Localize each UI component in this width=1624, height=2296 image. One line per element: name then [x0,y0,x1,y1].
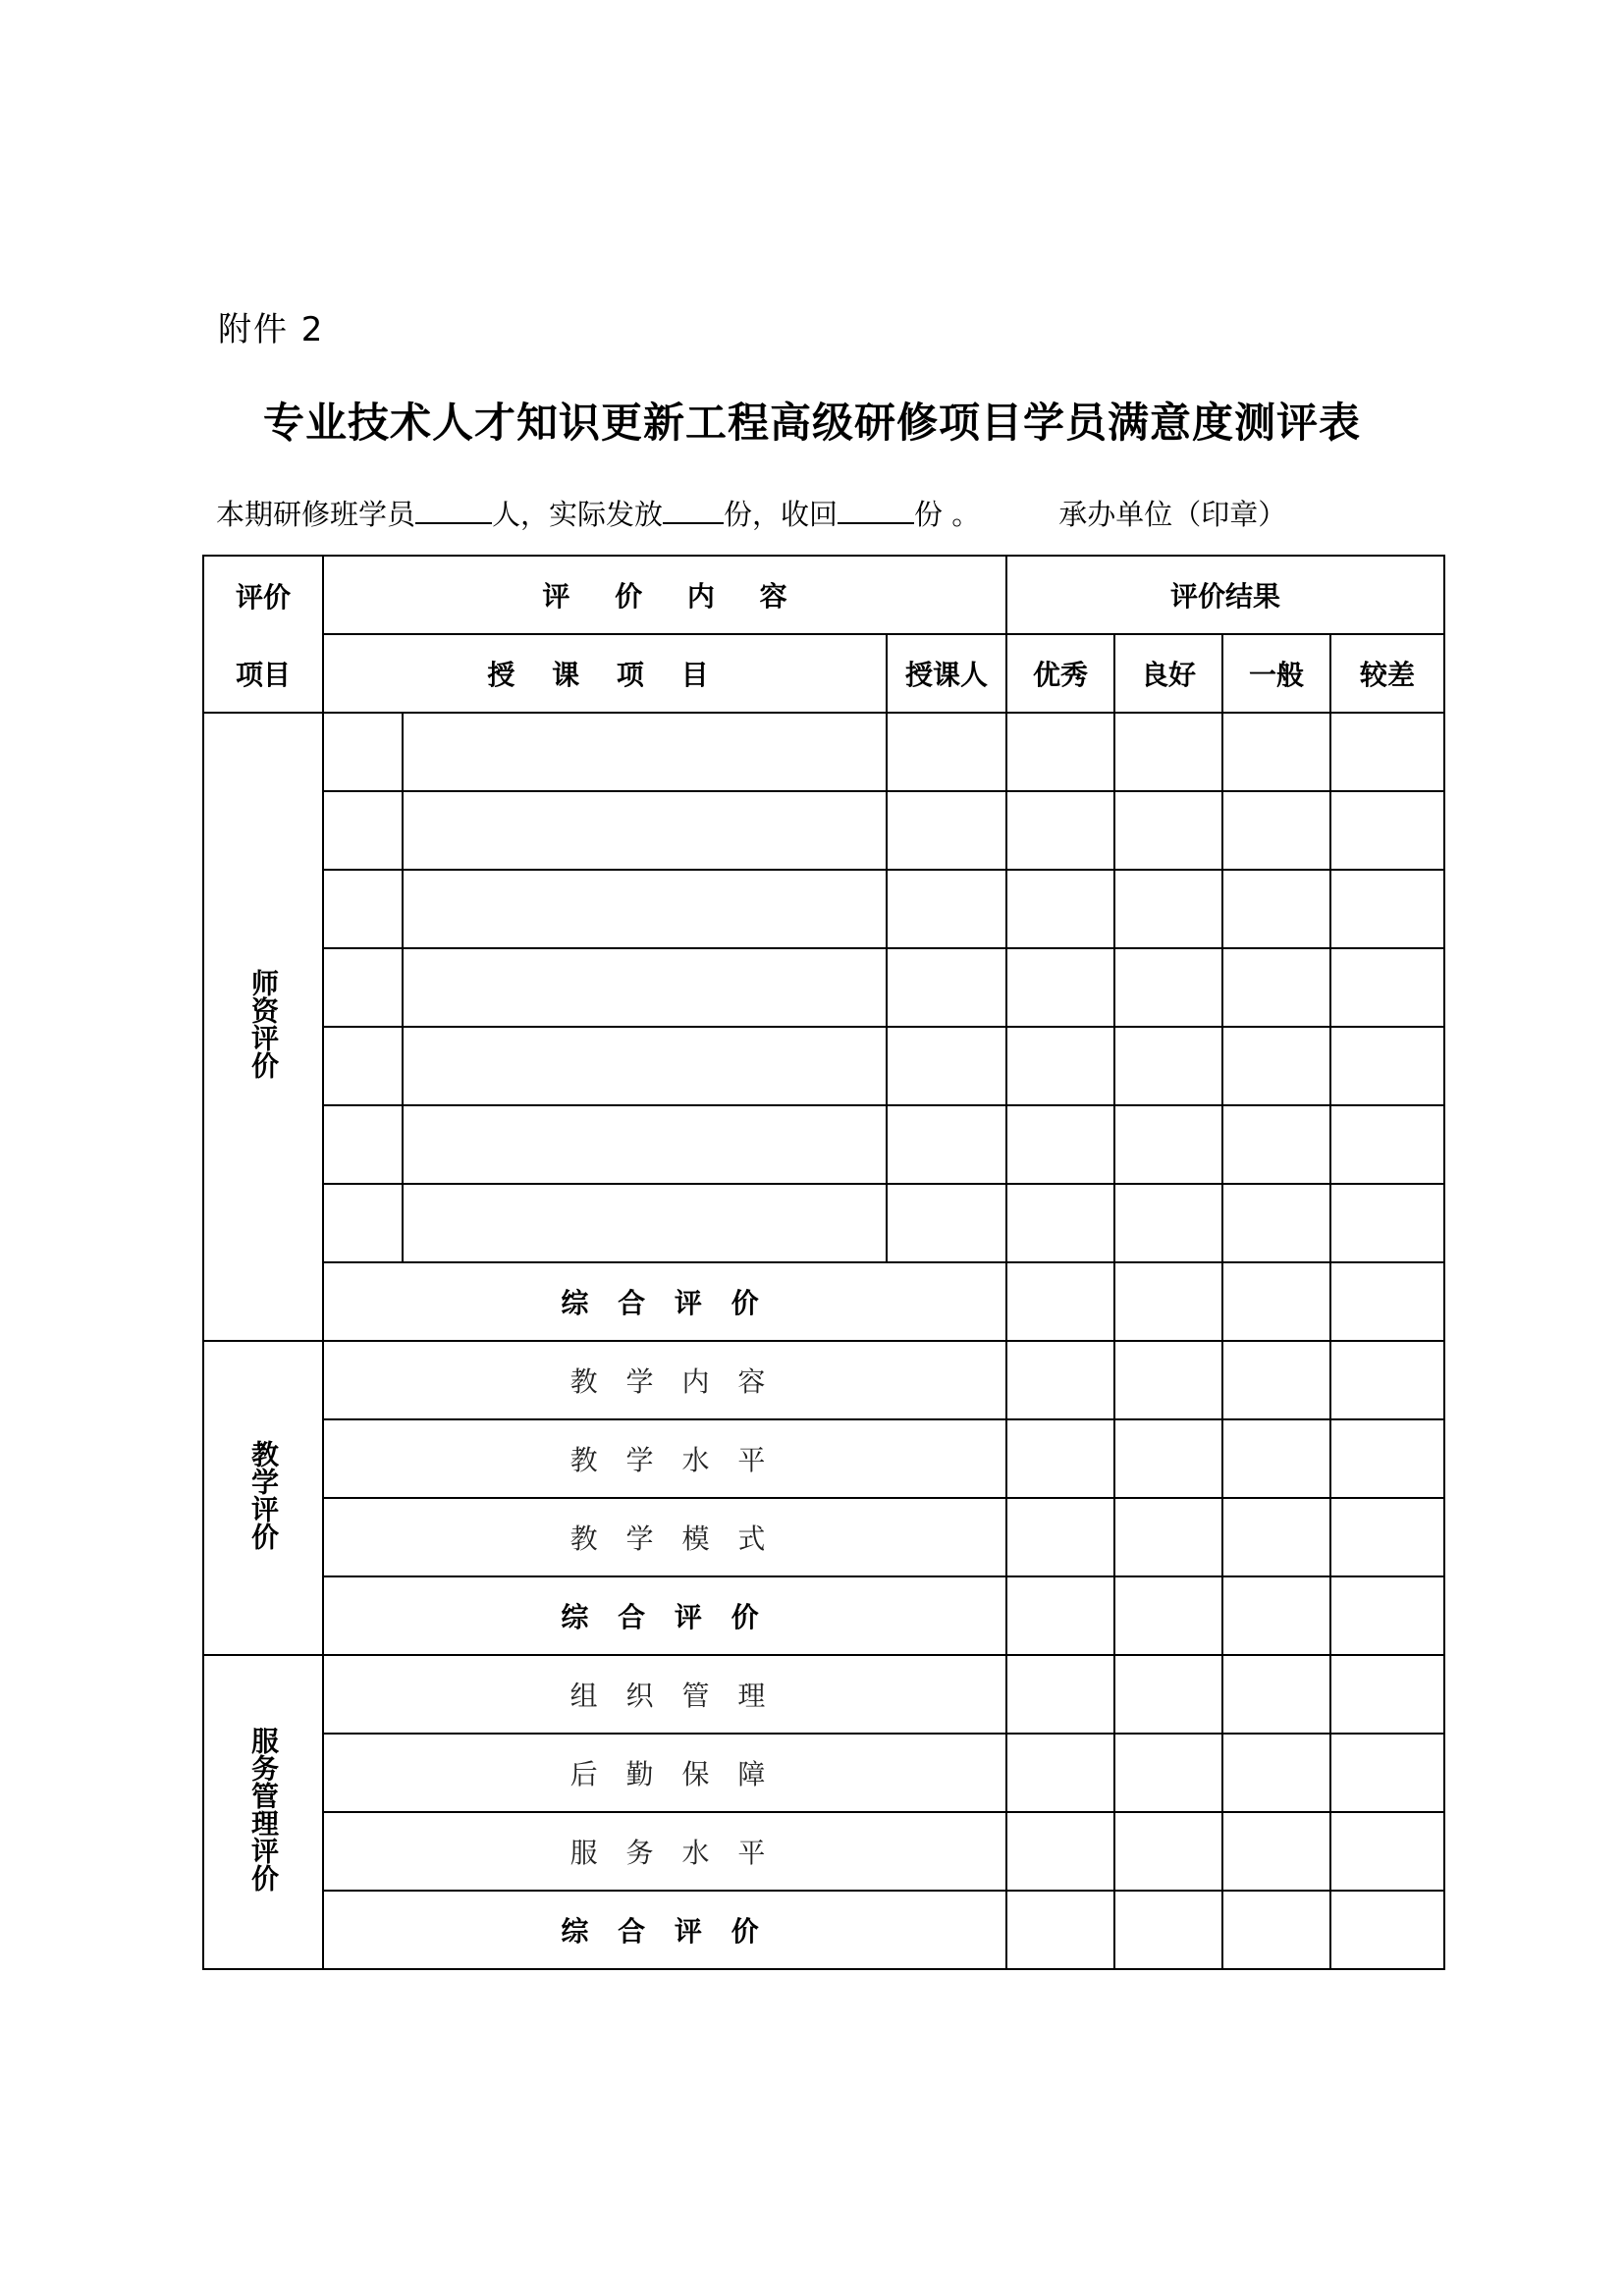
evaluation-table [202,555,1445,1970]
rating-excellent-cell[interactable] [1006,791,1114,870]
rating-excellent-cell[interactable] [1006,1262,1114,1341]
faculty-course-cell[interactable] [403,870,887,948]
rating-excellent-cell[interactable] [1006,1341,1114,1419]
rating-excellent-cell[interactable] [1006,1891,1114,1969]
faculty-overall-label: 综 合 评 价 [323,1262,1006,1341]
faculty-lecturer-cell[interactable] [887,791,1006,870]
rating-excellent-cell[interactable] [1006,1812,1114,1891]
rating-good-cell[interactable] [1114,713,1222,791]
rating-average-cell[interactable] [1222,1576,1330,1655]
service-row-2 [203,1734,1444,1812]
rating-excellent-cell[interactable] [1006,870,1114,948]
header-course-item: 授 课 项 目 [323,634,887,713]
info-line [216,493,1286,533]
rating-excellent-cell[interactable] [1006,1734,1114,1812]
faculty-lecturer-cell[interactable] [887,1027,1006,1105]
teaching-row-2 [203,1419,1444,1498]
service-item-organization: 组 织 管 理 [323,1655,1006,1734]
rating-good-cell[interactable] [1114,1262,1222,1341]
rating-good-cell[interactable] [1114,1655,1222,1734]
rating-average-cell[interactable] [1222,1891,1330,1969]
service-item-logistics: 后 勤 保 障 [323,1734,1006,1812]
faculty-row-1 [203,713,1444,791]
rating-good-cell[interactable] [1114,948,1222,1027]
teaching-overall-row [203,1576,1444,1655]
attachment-label: 附件 2 [218,310,325,349]
rating-good-cell[interactable] [1114,1341,1222,1419]
teaching-item-content: 教 学 内 容 [323,1341,1006,1419]
header-eval-result: 评价结果 [1006,556,1444,634]
faculty-index-cell[interactable] [323,1027,403,1105]
rating-good-cell[interactable] [1114,1891,1222,1969]
rating-poor-cell[interactable] [1330,713,1444,791]
section-teaching-label: 教学评价 [203,1341,323,1655]
faculty-index-cell[interactable] [323,791,403,870]
collected-count-blank[interactable] [838,497,914,524]
faculty-row-4 [203,948,1444,1027]
rating-excellent-cell[interactable] [1006,1419,1114,1498]
faculty-row-2 [203,791,1444,870]
faculty-course-cell[interactable] [403,791,887,870]
teaching-overall-label: 综 合 评 价 [323,1576,1006,1655]
rating-average-cell[interactable] [1222,1812,1330,1891]
rating-good-cell[interactable] [1114,1027,1222,1105]
rating-good-cell[interactable] [1114,870,1222,948]
rating-excellent-cell[interactable] [1006,1655,1114,1734]
faculty-lecturer-cell[interactable] [887,870,1006,948]
faculty-row-5 [203,1027,1444,1105]
rating-good-cell[interactable] [1114,1734,1222,1812]
rating-excellent-cell[interactable] [1006,1105,1114,1184]
rating-excellent-cell[interactable] [1006,1184,1114,1262]
rating-good-cell[interactable] [1114,1184,1222,1262]
header-good: 良好 [1114,634,1222,713]
rating-good-cell[interactable] [1114,1419,1222,1498]
info-issued-label: 人，实际发放 [492,498,664,531]
rating-average-cell[interactable] [1222,870,1330,948]
rating-poor-cell[interactable] [1330,1812,1444,1891]
rating-poor-cell[interactable] [1330,1498,1444,1576]
rating-good-cell[interactable] [1114,791,1222,870]
rating-poor-cell[interactable] [1330,1576,1444,1655]
rating-poor-cell[interactable] [1330,1655,1444,1734]
info-copies-label: 份 。 [914,498,981,531]
service-overall-row [203,1891,1444,1969]
rating-poor-cell[interactable] [1330,1891,1444,1969]
teaching-row-3 [203,1498,1444,1576]
rating-good-cell[interactable] [1114,1576,1222,1655]
faculty-overall-row [203,1262,1444,1341]
faculty-index-cell[interactable] [323,948,403,1027]
faculty-index-cell[interactable] [323,870,403,948]
faculty-index-cell[interactable] [323,713,403,791]
rating-poor-cell[interactable] [1330,1419,1444,1498]
rating-poor-cell[interactable] [1330,1262,1444,1341]
faculty-lecturer-cell[interactable] [887,1184,1006,1262]
faculty-lecturer-cell[interactable] [887,1105,1006,1184]
faculty-row-7 [203,1184,1444,1262]
service-item-level: 服 务 水 平 [323,1812,1006,1891]
header-eval-item-top: 评价 [203,556,323,634]
rating-average-cell[interactable] [1222,948,1330,1027]
faculty-row-6 [203,1105,1444,1184]
rating-good-cell[interactable] [1114,1812,1222,1891]
rating-average-cell[interactable] [1222,1262,1330,1341]
teaching-item-level: 教 学 水 平 [323,1419,1006,1498]
rating-poor-cell[interactable] [1330,1734,1444,1812]
rating-average-cell[interactable] [1222,1105,1330,1184]
rating-excellent-cell[interactable] [1006,1498,1114,1576]
faculty-course-cell[interactable] [403,713,887,791]
page-title: 专业技术人才知识更新工程高级研修项目学员满意度测评表 [262,399,1361,447]
rating-poor-cell[interactable] [1330,1184,1444,1262]
rating-average-cell[interactable] [1222,1341,1330,1419]
rating-good-cell[interactable] [1114,1105,1222,1184]
rating-poor-cell[interactable] [1330,1105,1444,1184]
rating-poor-cell[interactable] [1330,870,1444,948]
header-excellent: 优秀 [1006,634,1114,713]
service-overall-label: 综 合 评 价 [323,1891,1006,1969]
service-row-3 [203,1812,1444,1891]
rating-poor-cell[interactable] [1330,948,1444,1027]
faculty-course-cell[interactable] [403,1184,887,1262]
rating-average-cell[interactable] [1222,1027,1330,1105]
rating-poor-cell[interactable] [1330,1341,1444,1419]
faculty-lecturer-cell[interactable] [887,948,1006,1027]
info-collected-label: 份，收回 [724,498,839,531]
header-eval-content: 评 价 内 容 [323,556,1006,634]
rating-poor-cell[interactable] [1330,791,1444,870]
rating-average-cell[interactable] [1222,1734,1330,1812]
header-row-1 [203,556,1444,634]
faculty-row-3 [203,870,1444,948]
teaching-item-mode: 教 学 模 式 [323,1498,1006,1576]
header-poor: 较差 [1330,634,1444,713]
issued-count-blank[interactable] [663,497,724,524]
rating-average-cell[interactable] [1222,791,1330,870]
service-row-1 [203,1655,1444,1734]
header-row-2 [203,634,1444,713]
info-organizer-label: 承办单位（印章） [1058,498,1287,531]
section-service-label: 服务管理评价 [203,1655,323,1969]
faculty-course-cell[interactable] [403,1027,887,1105]
faculty-lecturer-cell[interactable] [887,713,1006,791]
header-eval-item-bottom: 项目 [203,634,323,713]
trainee-count-blank[interactable] [415,497,492,524]
rating-excellent-cell[interactable] [1006,1027,1114,1105]
rating-excellent-cell[interactable] [1006,1576,1114,1655]
rating-excellent-cell[interactable] [1006,713,1114,791]
rating-average-cell[interactable] [1222,1498,1330,1576]
teaching-row-1 [203,1341,1444,1419]
faculty-index-cell[interactable] [323,1184,403,1262]
faculty-index-cell[interactable] [323,1105,403,1184]
header-average: 一般 [1222,634,1330,713]
rating-good-cell[interactable] [1114,1498,1222,1576]
rating-poor-cell[interactable] [1330,1027,1444,1105]
faculty-course-cell[interactable] [403,1105,887,1184]
rating-average-cell[interactable] [1222,713,1330,791]
rating-excellent-cell[interactable] [1006,948,1114,1027]
rating-average-cell[interactable] [1222,1655,1330,1734]
section-faculty-label: 师资评价 [203,713,323,1341]
header-lecturer: 授课人 [887,634,1006,713]
info-trainee-count-label: 本期研修班学员 [216,498,416,531]
rating-average-cell[interactable] [1222,1184,1330,1262]
faculty-course-cell[interactable] [403,948,887,1027]
rating-average-cell[interactable] [1222,1419,1330,1498]
